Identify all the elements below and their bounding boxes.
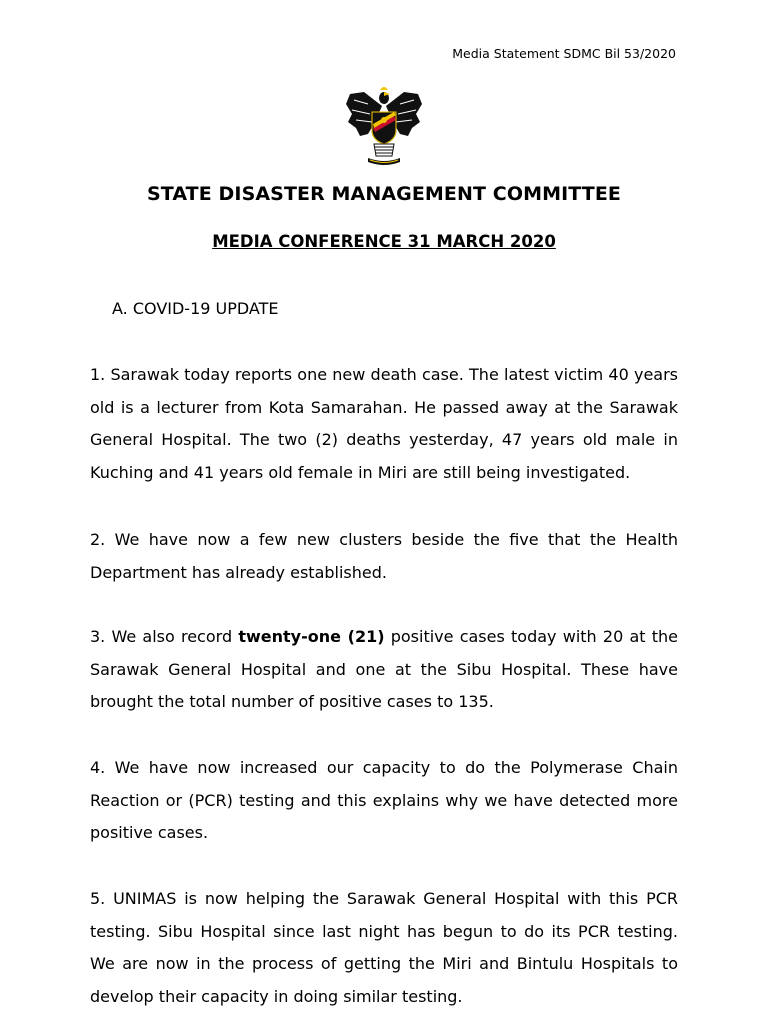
paragraph-4: 4. We have now increased our capacity to do the Polymerase Chain Reaction or (PCR) testing and this explains why we have detected more positive cases.	[90, 758, 678, 842]
sarawak-coat-of-arms-icon	[344, 84, 424, 170]
document-subtitle: MEDIA CONFERENCE 31 MARCH 2020	[212, 232, 556, 251]
paragraph-2: 2. We have now a few new clusters beside the five that the Health Department has already established.	[90, 530, 678, 582]
section-heading: A. COVID-19 UPDATE	[112, 299, 279, 318]
document-title: STATE DISASTER MANAGEMENT COMMITTEE	[146, 183, 621, 205]
paragraph-1: 1. Sarawak today reports one new death case. The latest victim 40 years old is a lecturer from Kota Samarahan. He passed away at the Sarawak General Hospital. The two (2) deaths yesterday, 47 years old male in Kuching and 41 years old female in Miri are still being investigated.	[90, 365, 678, 482]
media-statement-reference: Media Statement SDMC Bil 53/2020	[452, 46, 676, 61]
paragraph-3-rest: positive cases today with 20 at the Sarawak General Hospital and one at the Sibu Hospital. These have brought the total number of positive cases to 135.	[90, 627, 678, 711]
paragraph-3-bold-count: twenty-one (21)	[238, 627, 385, 646]
paragraph-3	[90, 621, 678, 719]
paragraph-3-lead: 3. We also record	[90, 627, 239, 646]
paragraph-5: 5. UNIMAS is now helping the Sarawak General Hospital with this PCR testing. Sibu Hospital since last night has begun to do its PCR testing. We are now in the process of getting the Miri and Bintulu Hospitals to develop their capacity in doing similar testing.	[90, 889, 678, 1006]
